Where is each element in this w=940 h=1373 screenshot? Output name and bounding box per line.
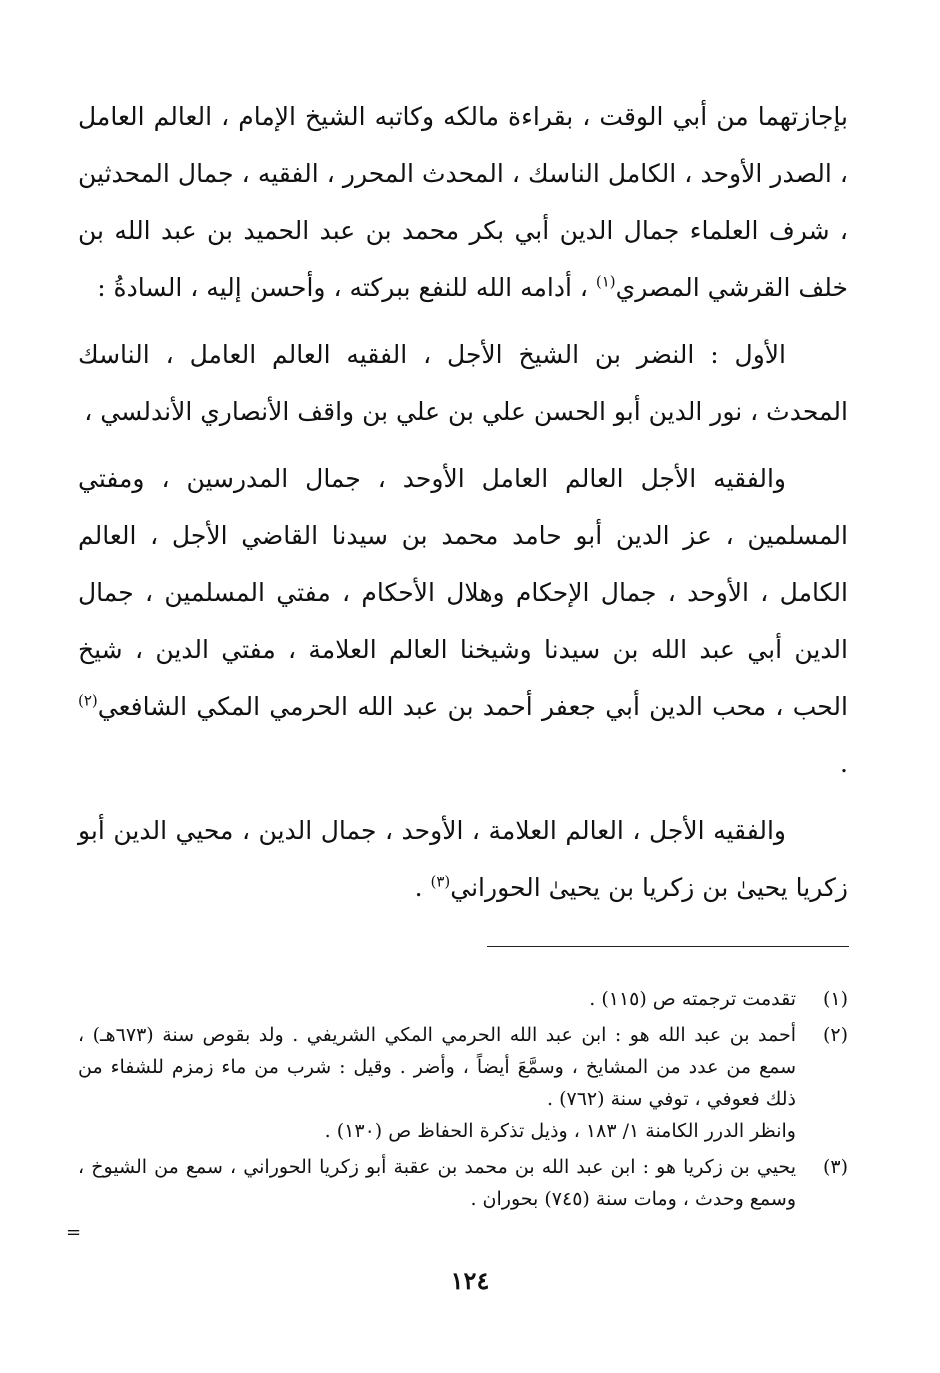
paragraph-1-text: بإجازتهما من أبي الوقت ، بقراءة مالكه وكاتبه الشيخ الإمام ، العالم العامل ، الصدر الأوحد ، الكامل الناسك ، المحدث المحرر ، الفقيه ، جمال المحدثين ، شرف العلماء جمال الدين أبي بكر محمد بن عبد الحميد بن عبد الله بن خلف القرشي المصري — [78, 102, 848, 302]
footnote-body — [78, 1019, 796, 1147]
footnote-ref-3[interactable]: (٣) — [430, 872, 451, 891]
footnote-2 — [78, 1019, 848, 1147]
paragraph-2-text: الأول : النضر بن الشيخ الأجل ، الفقيه العالم العامل ، الناسك المحدث ، نور الدين أبو الحسن علي بن علي بن واقف الأنصاري الأندلسي ، — [78, 340, 848, 426]
paragraph-4-text: والفقيه الأجل ، العالم العلامة ، الأوحد ، جمال الدين ، محيي الدين أبو زكريا يحيىٰ بن زكريا بن يحيىٰ الحوراني — [78, 816, 848, 902]
paragraph-4-tail: . — [414, 873, 431, 902]
footnote-number: (٣) — [822, 1156, 848, 1178]
paragraph-4 — [78, 802, 848, 916]
main-text — [78, 88, 848, 916]
footnote-line: وانظر الدرر الكامنة ١/ ١٨٣ ، وذيل تذكرة الحفاظ ص (١٣٠) . — [324, 1120, 796, 1142]
paragraph-3-tail: . — [840, 749, 848, 778]
footnote-line: يحيي بن زكريا هو : ابن عبد الله بن محمد بن عقبة أبو زكريا الحوراني ، سمع من الشيوخ ، وسمع وحدث ، ومات سنة (٧٤٥) بحوران . — [78, 1156, 796, 1210]
footnote-number: (٢) — [822, 1024, 848, 1046]
paragraph-2 — [78, 326, 848, 440]
paragraph-3-text: والفقيه الأجل العالم العامل الأوحد ، جمال المدرسين ، ومفتي المسلمين ، عز الدين أبو حامد محمد بن سيدنا القاضي الأجل ، العالم الكامل ، الأوحد ، جمال الإحكام وهلال الأحكام ، مفتي المسلمين ، جمال الدين أبي عبد الله بن سيدنا وشيخنا العالم العلامة ، مفتي الدين ، شيخ الحب ، محب الدين أبي جعفر أحمد بن عبد الله الحرمي المكي الشافعي — [78, 464, 848, 721]
footnote-1 — [78, 983, 848, 1015]
footnote-ref-1[interactable]: (١) — [595, 272, 616, 291]
footnotes — [78, 983, 848, 1219]
footnote-body — [78, 1151, 796, 1215]
paragraph-1 — [78, 88, 848, 316]
page-number: ١٢٤ — [450, 1266, 490, 1295]
continuation-mark: = — [66, 1222, 82, 1243]
footnote-ref-2[interactable]: (٢) — [78, 691, 98, 710]
footnote-body — [78, 983, 796, 1015]
footnote-3 — [78, 1151, 848, 1215]
footnote-line: أحمد بن عبد الله هو : ابن عبد الله الحرمي المكي الشريفي . ولد بقوص سنة (٦٧٣هـ) ، سمع من عدد من المشايخ ، وسمَّعَ أيضاً ، وأضر . وقيل : شرب من ماء زمزم للشفاء من ذلك فعوفي ، توفي سنة (٧٦٢) . — [78, 1024, 797, 1110]
paragraph-3 — [78, 450, 848, 792]
footnote-number: (١) — [822, 988, 848, 1010]
paragraph-1-tail: ، أدامه الله للنفع ببركته ، وأحسن إليه ، السادةُ : — [97, 273, 596, 302]
footnote-line: تقدمت ترجمته ص (١١٥) . — [589, 988, 796, 1010]
footnote-separator — [487, 946, 849, 947]
